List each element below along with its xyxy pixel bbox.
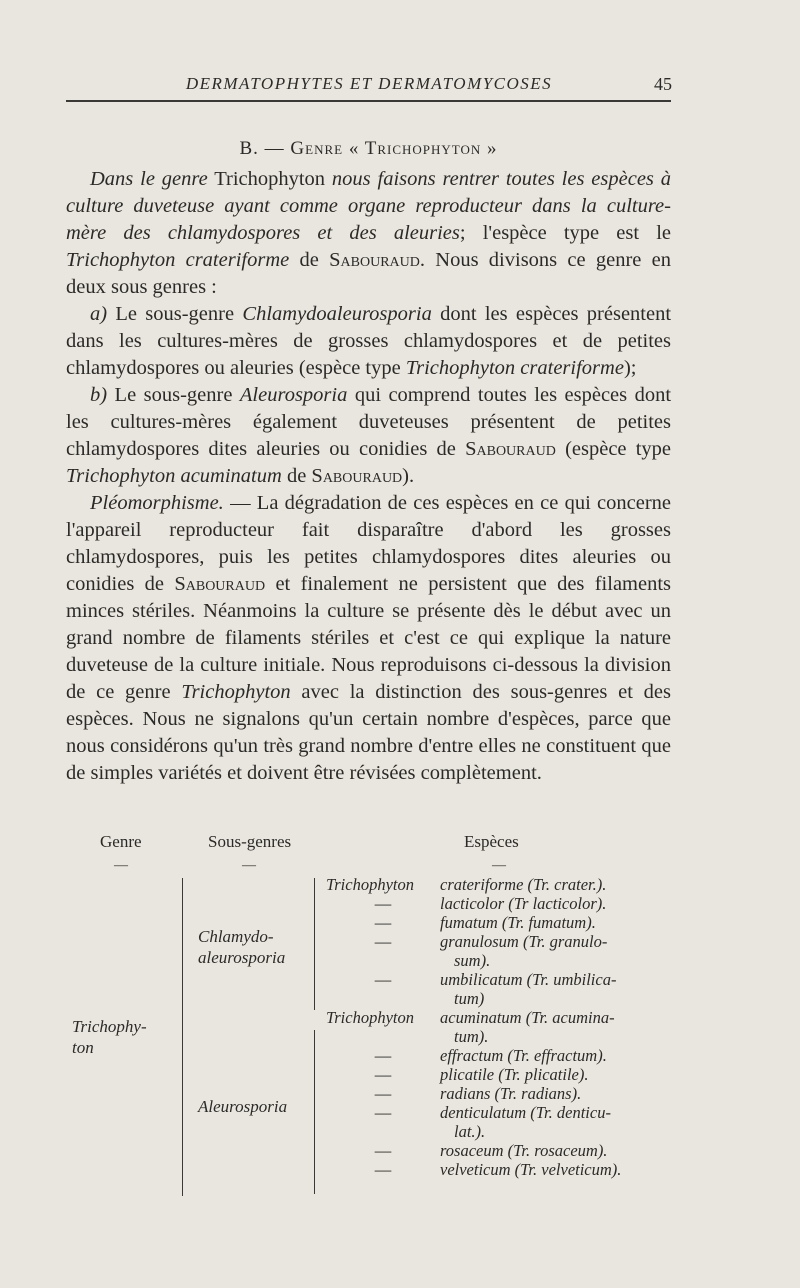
subgenus-1-brace (314, 878, 315, 1010)
subgenus-aleurosporia: Aleurosporia (198, 1097, 288, 1116)
p1-e: Trichophyton crateriforme (66, 249, 290, 271)
species-lead: — (374, 1103, 392, 1122)
species-lead: Trichophyton (326, 875, 415, 894)
species-name: crateriforme (Tr. crater.). (440, 875, 607, 894)
species-row (326, 1084, 676, 1103)
p1-a: Dans le genre (90, 168, 208, 190)
header-especes-dash: — (492, 858, 506, 873)
p2-b: Le sous-genre (115, 303, 235, 325)
p2-e: Trichophyton crateriforme (405, 357, 624, 379)
species-row (326, 1160, 676, 1179)
species-name: umbilicatum (Tr. umbilica- tum) (440, 970, 676, 1008)
species-lead: — (374, 894, 392, 913)
p2-f: ); (623, 357, 637, 379)
page-number: 45 (654, 74, 672, 94)
species-name: fumatum (Tr. fumatum). (440, 913, 596, 932)
species-row (326, 970, 676, 1008)
subgenus-1-line-2: aleurosporia (198, 948, 286, 967)
p1-b: Trichophyton (214, 168, 326, 190)
species-lead: — (374, 1141, 392, 1160)
species-name: acuminatum (Tr. acumina- tum). (440, 1008, 676, 1046)
species-lead: — (374, 1065, 392, 1084)
p1-g: Sabouraud (329, 249, 420, 271)
header-rule (66, 100, 671, 102)
p3-b: Le sous-genre (114, 384, 233, 406)
section-prefix: B. — (239, 138, 291, 159)
p3-d: qui comprend toutes les espèces dont les cultures-mères également duveteuses présentent de petites chlamydospores dites aleuries ou conidies de (66, 384, 672, 460)
species-name: radians (Tr. radians). (440, 1084, 582, 1103)
paragraph-3 (66, 382, 671, 490)
species-lead: — (374, 970, 392, 989)
species-lead: — (374, 1084, 392, 1103)
paragraph-1 (66, 166, 671, 301)
species-lead: — (374, 932, 392, 951)
species-row (326, 1008, 676, 1046)
species-row (326, 1065, 676, 1084)
species-row (326, 875, 676, 894)
p4-c: Sabouraud (174, 573, 266, 595)
species-row (326, 932, 676, 970)
species-name: plicatile (Tr. plicatile). (440, 1065, 589, 1084)
section-title (66, 138, 671, 160)
header-genre: Genre (100, 832, 142, 851)
species-row (326, 1103, 676, 1141)
header-sous-genres-dash: — (242, 858, 256, 873)
species-lead: Trichophyton (326, 1008, 415, 1027)
header-genre-dash: — (114, 858, 128, 873)
section-heading: Genre « Trichophyton » (290, 138, 498, 159)
species-name: rosaceum (Tr. rosaceum). (440, 1141, 608, 1160)
header-sous-genres: Sous-genres (208, 832, 292, 851)
subgenus-1-line-1: Chlamydo- (198, 927, 274, 946)
p1-c: nous faisons rentrer toutes les espèces à culture duveteuse ayant comme organe reproducteur dans la culture-mère des chlamydospores et des aleuries (66, 168, 671, 244)
paragraph-2 (66, 301, 671, 382)
species-continuation: lat.). (454, 1122, 486, 1141)
paragraph-4 (66, 490, 671, 787)
p3-a: b) (90, 384, 108, 406)
header-especes: Espèces (464, 832, 519, 851)
species-row (326, 913, 676, 932)
genus-brace (182, 878, 183, 1196)
species-row (326, 894, 676, 913)
running-head: DERMATOPHYTES ET DERMATOMYCOSES (185, 74, 553, 93)
species-list (326, 875, 676, 1179)
subgenus-chlamydoaleurosporia (198, 926, 285, 968)
body-text (66, 166, 671, 787)
p3-c: Aleurosporia (239, 384, 348, 406)
species-name: lacticolor (Tr lacticolor). (440, 894, 607, 913)
p3-f: (espèce type (565, 438, 672, 460)
p3-j: ). (402, 465, 415, 487)
species-name: velveticum (Tr. velveticum). (440, 1160, 622, 1179)
species-lead: — (374, 913, 392, 932)
species-name: effractum (Tr. effractum). (440, 1046, 607, 1065)
species-name: granulosum (Tr. granulo- sum). (440, 932, 676, 970)
p3-i: Sabouraud (311, 465, 403, 487)
species-continuation: tum) (454, 989, 485, 1008)
species-name: denticulatum (Tr. denticu- lat.). (440, 1103, 676, 1141)
species-continuation: sum). (454, 951, 491, 970)
species-lead: — (374, 1046, 392, 1065)
p4-e: Trichophyton (181, 681, 291, 703)
p1-d: ; l'espèce type est le (459, 222, 671, 244)
species-continuation: tum). (454, 1027, 489, 1046)
p1-f: de (299, 249, 319, 271)
p1-h: . Nous divisons ce genre en deux sous genres : (66, 249, 672, 298)
genus-line-2: ton (72, 1038, 94, 1057)
species-row (326, 1046, 676, 1065)
p2-c: Chlamydoaleurosporia (242, 303, 432, 325)
p3-g: Trichophyton acuminatum (66, 465, 282, 487)
subgenus-2-brace (314, 1030, 315, 1194)
species-lead: — (374, 1160, 392, 1179)
p2-a: a) (90, 303, 108, 325)
p3-h: de (286, 465, 307, 487)
p4-a: Pléomorphisme. (90, 492, 224, 514)
p2-d: dont les espèces présentent dans les cultures-mères de grosses chlamydospores et de petites chlamydospores ou aleuries (espèce type (66, 303, 672, 379)
p4-d: et finalement ne persistent que des filaments minces stériles. Néanmoins la culture se présente dès le début avec un grand nombre de filaments stériles et c'est ce qui explique la nature duveteuse de la culture initiale. Nous reproduisons ci-dessous la division de ce genre (66, 573, 672, 703)
p4-f: avec la distinction des sous-genres et des espèces. Nous ne signalons qu'un certain nombre d'espèces, parce que nous considérons qu'un très grand nombre d'entre elles ne constituent que de simples variétés et doivent être révisées complètement. (66, 681, 671, 784)
p4-b: — La dégradation de ces espèces en ce qui concerne l'appareil reproducteur fait disparaître d'abord les grosses chlamydospores, puis les petites chlamydospores dites aleuries ou conidies de (66, 492, 671, 595)
genus-line-1: Trichophy- (72, 1017, 147, 1036)
p3-e: Sabouraud (465, 438, 556, 460)
species-row (326, 1141, 676, 1160)
genus-name (72, 1016, 147, 1058)
